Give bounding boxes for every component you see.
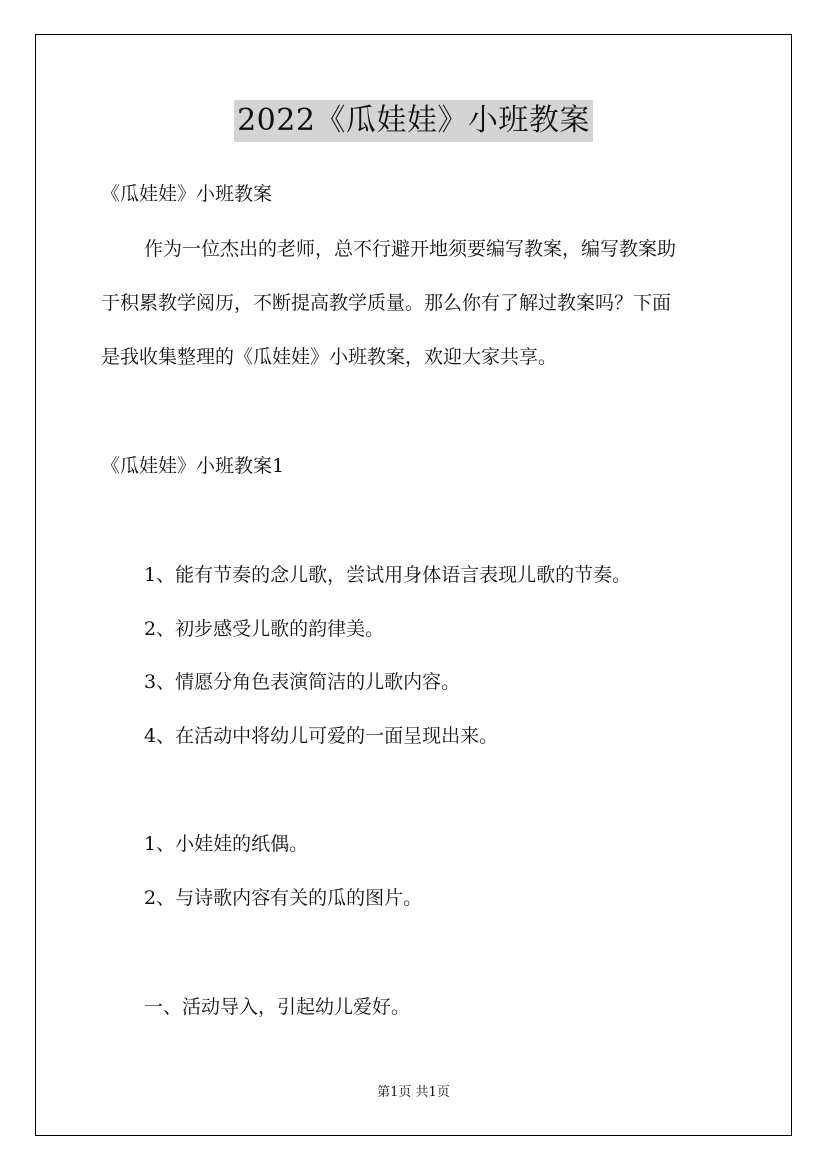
material-item-2: 2、与诗歌内容有关的瓜的图片。	[144, 887, 423, 909]
goal-item-1: 1、能有节奏的念儿歌，尝试用身体语言表现儿歌的节奏。	[144, 564, 632, 586]
goal-item-3: 3、情愿分角色表演简洁的儿歌内容。	[144, 671, 461, 693]
material-item-1: 1、小娃娃的纸偶。	[144, 833, 309, 855]
goal-item-4: 4、在活动中将幼儿可爱的一面呈现出来。	[144, 725, 499, 747]
goal-item-2: 2、初步感受儿歌的韵律美。	[144, 618, 385, 640]
section-heading: 《瓜娃娃》小班教案1	[101, 455, 285, 477]
document-subtitle: 《瓜娃娃》小班教案	[101, 183, 273, 205]
intro-line-2: 于积累教学阅历，不断提高教学质量。那么你有了解过教案吗？下面	[101, 292, 672, 314]
page-footer: 第1页 共1页	[377, 1085, 450, 1100]
document-title: 2022《瓜娃娃》小班教案	[234, 100, 593, 142]
title-container	[0, 100, 827, 142]
intro-line-1: 作为一位杰出的老师，总不行避开地须要编写教案，编写教案助	[144, 238, 677, 260]
process-step-1: 一、活动导入，引起幼儿爱好。	[144, 996, 411, 1018]
intro-line-3: 是我收集整理的《瓜娃娃》小班教案，欢迎大家共享。	[101, 346, 558, 368]
